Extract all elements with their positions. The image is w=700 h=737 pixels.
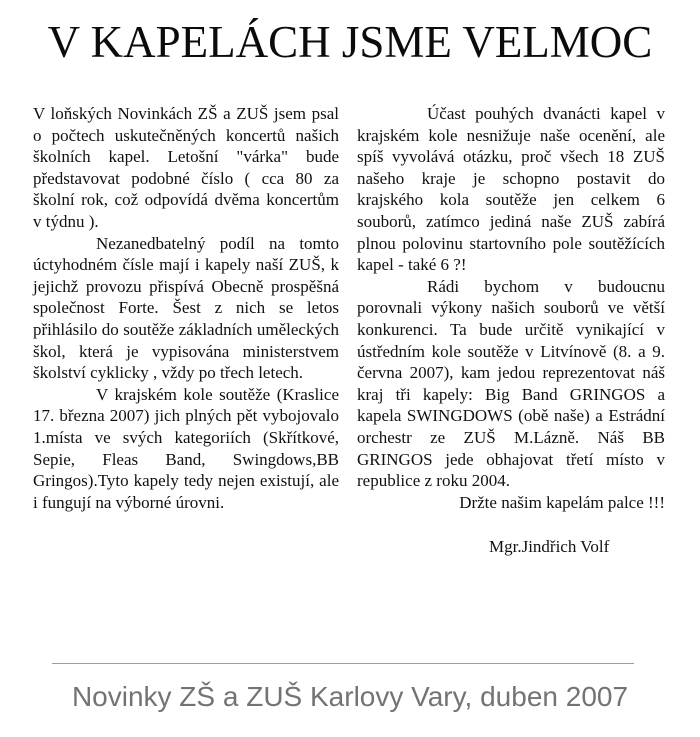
paragraph-national-round: Rádi bychom v budoucnu porovnali výkony našich souborů ve větší konkurenci. Ta bude určitě vynikající v ústředním kole soutěže v Litvínově (8. a 9. června 2007), kam jedou reprezentovat náš kraj tři kapely: Big Band GRINGOS a kapela SWINGDOWS (obě naše) a Estrádní orchestr ze ZUŠ M.Lázně. Náš BB GRINGOS jede obhajovat třetí místo v republice z roku 2004. — [357, 276, 665, 491]
paragraph-participation: Účast pouhých dvanácti kapel v krajském kole nesnižuje naše ocenění, ale spíš vyvolává otázku, proč všech 18 ZUŠ našeho kraje je schopno postavit do krajského kola soutěže jen celkem 6 souborů, zatímco jediná naše ZUŠ zabírá plnou polovinu startovního pole soutěžících kapel - také 6 ?! — [357, 104, 665, 275]
left-column — [33, 103, 339, 513]
paragraph-closing-cheer: Držte našim kapelám palce !!! — [459, 492, 665, 512]
author-signature: Mgr.Jindřich Volf — [489, 537, 610, 557]
right-column — [357, 103, 665, 558]
paragraph-regional-results: V krajském kole soutěže (Kraslice 17. března 2007) jich plných pět vybojovalo 1.místa ve svých kategoriích (Skřítkové, Sepie, Fleas Band, Swingdows,BB Gringos).Tyto kapely tedy nejen existují, ale i fungují na výborné úrovni. — [33, 384, 339, 512]
article-headline: V KAPELÁCH JSME VELMOC — [47, 17, 653, 67]
footer-caption: Novinky ZŠ a ZUŠ Karlovy Vary, duben 2007 — [71, 681, 629, 712]
footer-divider — [52, 663, 634, 664]
paragraph-competition-entry: Nezanedbatelný podíl na tomto úctyhodném čísle mají i kapely naší ZUŠ, k jejichž provozu přispívá Obecně prospěšná společnost Forte. Šest z nich se letos přihlásilo do soutěže základních uměleckých škol, která je vypisována ministerstvem školství cyklicky , vždy po třech letech. — [33, 233, 339, 383]
paragraph-concert-count: V loňských Novinkách ZŠ a ZUŠ jsem psal o počtech uskutečněných koncertů našich školních kapel. Letošní "várka" bude představovat podobné číslo ( cca 80 za školní rok, což odpovídá dvěma koncertům v týdnu ). — [33, 104, 339, 231]
